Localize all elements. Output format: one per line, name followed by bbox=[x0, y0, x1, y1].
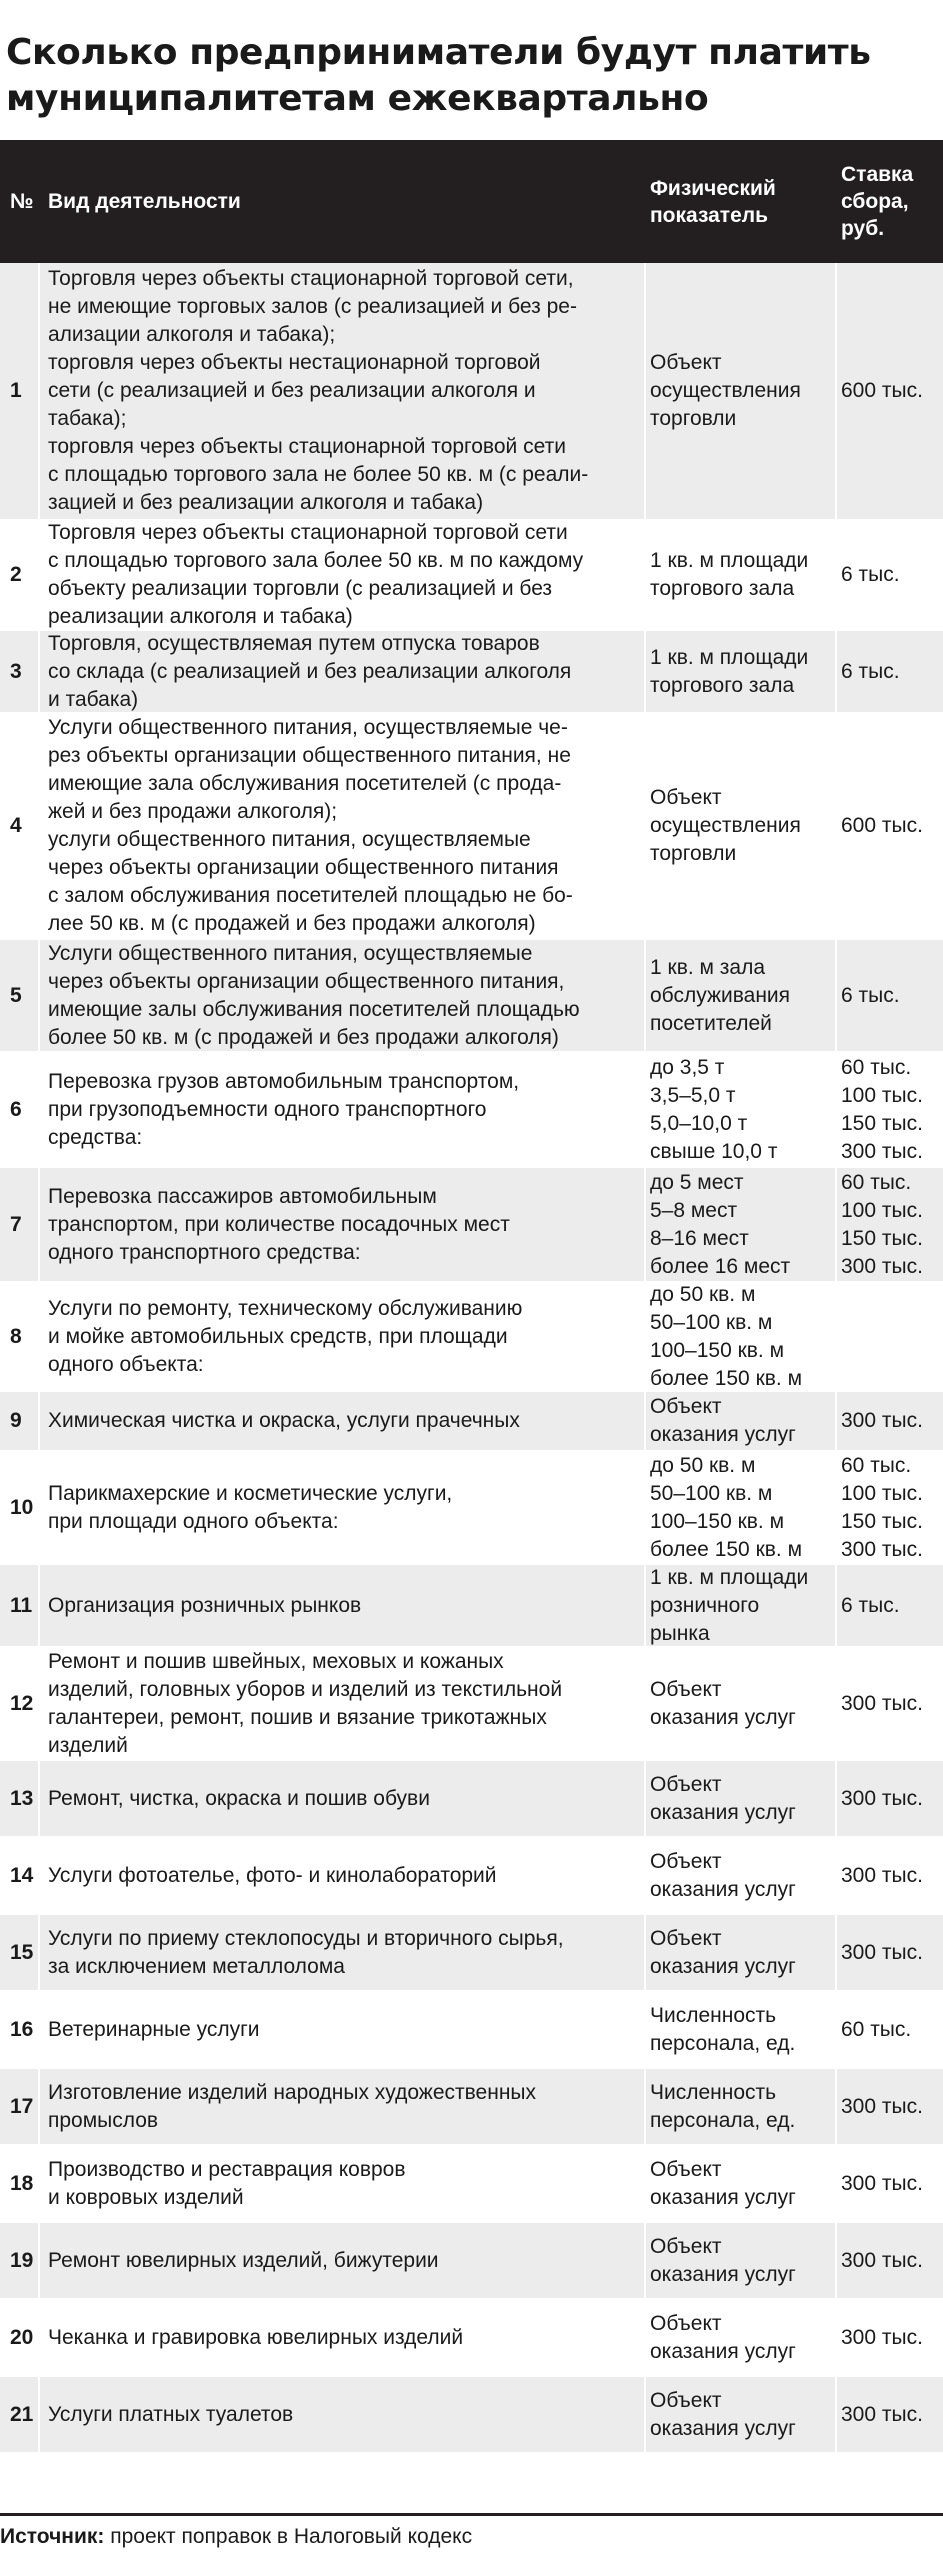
rate-cell-line: 100 тыс. bbox=[841, 1481, 923, 1505]
indicator-cell-line: оказания услуг bbox=[650, 1423, 796, 1446]
table-row bbox=[0, 1283, 943, 1392]
indicator-cell bbox=[646, 940, 837, 1051]
activity-cell bbox=[40, 263, 646, 519]
indicator-cell-line: 3,5–5,0 т bbox=[650, 1083, 736, 1107]
row-number: 7 bbox=[0, 1168, 40, 1281]
activity-cell-line: средства: bbox=[48, 1125, 143, 1149]
rate-cell-line: 60 тыс. bbox=[841, 2017, 912, 2041]
indicator-cell-line: 1 кв. м площади bbox=[650, 1565, 809, 1589]
activity-cell-line: при площади одного объекта: bbox=[48, 1509, 339, 1533]
activity-cell-line: Ремонт и пошив швейных, меховых и кожаных bbox=[48, 1649, 504, 1673]
header-num: № bbox=[10, 190, 34, 213]
activity-cell bbox=[40, 1168, 646, 1281]
rate-cell-line: 300 тыс. bbox=[841, 2171, 923, 2195]
activity-cell bbox=[40, 1392, 646, 1450]
indicator-cell-line: более 150 кв. м bbox=[650, 1366, 803, 1390]
indicator-cell bbox=[646, 1838, 837, 1913]
activity-cell bbox=[40, 1761, 646, 1836]
indicator-cell-line: 1 кв. м площади bbox=[650, 645, 809, 669]
indicator-cell-line: персонала, ед. bbox=[650, 2108, 796, 2132]
row-number: 4 bbox=[0, 714, 40, 938]
indicator-cell-line: до 50 кв. м bbox=[650, 1282, 756, 1306]
row-number: 11 bbox=[0, 1565, 40, 1646]
row-number: 18 bbox=[0, 2146, 40, 2221]
table-row bbox=[0, 2377, 943, 2454]
indicator-cell-line: 1 кв. м зала bbox=[650, 955, 766, 979]
indicator-cell-line: Объект bbox=[650, 786, 722, 809]
activity-cell-line: Услуги фотоателье, фото- и кинолабораторий bbox=[48, 1863, 497, 1887]
rate-cell-line: 300 тыс. bbox=[841, 2094, 923, 2118]
rate-cell-line: 6 тыс. bbox=[841, 1593, 900, 1617]
indicator-cell-line: оказания услуг bbox=[650, 1800, 796, 1824]
indicator-cell-line: Объект bbox=[650, 2157, 722, 2181]
activity-cell bbox=[40, 1648, 646, 1759]
indicator-cell-line: Объект bbox=[650, 2388, 722, 2412]
table-row bbox=[0, 1915, 943, 1992]
activity-cell-line: Торговля через объекты стационарной торговой сети bbox=[48, 521, 568, 544]
indicator-cell-line: осуществления bbox=[650, 814, 801, 837]
indicator-cell bbox=[646, 1283, 837, 1390]
indicator-cell-line: 5–8 мест bbox=[650, 1198, 738, 1222]
activity-cell-line: Производство и реставрация ковров bbox=[48, 2157, 406, 2181]
rate-cell bbox=[837, 1452, 943, 1563]
indicator-cell-line: рынка bbox=[650, 1621, 710, 1645]
table-row bbox=[0, 2146, 943, 2223]
activity-cell bbox=[40, 2377, 646, 2452]
rate-cell-line: 300 тыс. bbox=[841, 1691, 923, 1715]
header-indicator bbox=[650, 140, 776, 263]
rate-cell bbox=[837, 521, 943, 629]
source-label: Источник: bbox=[0, 2525, 105, 2548]
rate-cell-line: 300 тыс. bbox=[841, 2325, 923, 2349]
table-row bbox=[0, 1761, 943, 1838]
table-row bbox=[0, 1648, 943, 1761]
table-row bbox=[0, 1053, 943, 1168]
indicator-cell-line: оказания услуг bbox=[650, 1877, 796, 1901]
activity-cell-line: Торговля через объекты стационарной торговой сети, bbox=[48, 267, 574, 290]
indicator-cell bbox=[646, 1761, 837, 1836]
activity-cell-line: имеющие залы обслуживания посетителей площадью bbox=[48, 997, 580, 1021]
rate-cell bbox=[837, 1053, 943, 1166]
activity-cell-line: за исключением металлолома bbox=[48, 1954, 345, 1978]
source-note bbox=[0, 2513, 943, 2550]
row-number: 2 bbox=[0, 521, 40, 629]
indicator-cell bbox=[646, 1392, 837, 1450]
activity-cell-line: с площадью торгового зала не более 50 кв. м (с реали- bbox=[48, 463, 589, 486]
indicator-cell bbox=[646, 1915, 837, 1990]
activity-cell-line: через объекты организации общественного питания bbox=[48, 856, 559, 879]
indicator-cell-line: оказания услуг bbox=[650, 2339, 796, 2363]
indicator-cell-line: оказания услуг bbox=[650, 1954, 796, 1978]
activity-cell-line: Услуги по ремонту, техническому обслуживанию bbox=[48, 1296, 523, 1320]
rate-cell-line: 60 тыс. bbox=[841, 1055, 912, 1079]
activity-cell-line: имеющие зала обслуживания посетителей (с прода- bbox=[48, 772, 562, 795]
header-indicator-line: показатель bbox=[650, 203, 769, 227]
fees-table bbox=[0, 140, 943, 2454]
table-header bbox=[0, 140, 943, 263]
header-indicator-line: Физический bbox=[650, 176, 776, 200]
indicator-cell-line: до 3,5 т bbox=[650, 1055, 725, 1079]
indicator-cell bbox=[646, 2300, 837, 2375]
activity-cell-line: зацией и без реализации алкоголя и табака) bbox=[48, 491, 484, 514]
activity-cell bbox=[40, 2146, 646, 2221]
table-row bbox=[0, 521, 943, 631]
indicator-cell bbox=[646, 1992, 837, 2067]
rate-cell bbox=[837, 1392, 943, 1450]
row-number: 17 bbox=[0, 2069, 40, 2144]
indicator-cell-line: Объект bbox=[650, 1677, 722, 1701]
activity-cell-line: со склада (с реализацией и без реализации алкоголя bbox=[48, 659, 572, 683]
indicator-cell-line: Объект bbox=[650, 1772, 722, 1796]
activity-cell bbox=[40, 1838, 646, 1913]
activity-cell-line: ализации алкоголя и табака); bbox=[48, 323, 336, 346]
rate-cell bbox=[837, 1838, 943, 1913]
table-body bbox=[0, 263, 943, 2454]
rate-cell-line: 150 тыс. bbox=[841, 1509, 923, 1533]
indicator-cell bbox=[646, 631, 837, 712]
activity-cell-line: Организация розничных рынков bbox=[48, 1593, 362, 1617]
row-number: 10 bbox=[0, 1452, 40, 1563]
indicator-cell-line: до 50 кв. м bbox=[650, 1453, 756, 1477]
indicator-cell-line: обслуживания bbox=[650, 983, 791, 1007]
indicator-cell-line: 50–100 кв. м bbox=[650, 1481, 773, 1505]
activity-cell bbox=[40, 1053, 646, 1166]
header-rate-line: Ставка bbox=[841, 163, 914, 186]
activity-cell bbox=[40, 2069, 646, 2144]
activity-cell-line: промыслов bbox=[48, 2108, 159, 2132]
rate-cell bbox=[837, 1565, 943, 1646]
rate-cell-line: 300 тыс. bbox=[841, 1254, 923, 1278]
indicator-cell bbox=[646, 2069, 837, 2144]
rate-cell-line: 300 тыс. bbox=[841, 1537, 923, 1561]
activity-cell-line: и мойке автомобильных средств, при площади bbox=[48, 1324, 508, 1348]
rate-cell-line: 100 тыс. bbox=[841, 1083, 923, 1107]
page-title bbox=[0, 0, 943, 138]
activity-cell bbox=[40, 1283, 646, 1390]
activity-cell-line: торговля через объекты стационарной торговой сети bbox=[48, 435, 566, 458]
row-number: 13 bbox=[0, 1761, 40, 1836]
rate-cell-line: 600 тыс. bbox=[841, 814, 923, 837]
table-row bbox=[0, 1565, 943, 1648]
row-number: 9 bbox=[0, 1392, 40, 1450]
indicator-cell-line: торгового зала bbox=[650, 673, 795, 697]
indicator-cell-line: более 16 мест bbox=[650, 1254, 791, 1278]
row-number: 20 bbox=[0, 2300, 40, 2375]
indicator-cell bbox=[646, 2223, 837, 2298]
activity-cell-line: жей и без продажи алкоголя); bbox=[48, 800, 338, 823]
activity-cell-line: Перевозка грузов автомобильным транспортом, bbox=[48, 1069, 520, 1093]
activity-cell-line: транспортом, при количестве посадочных мест bbox=[48, 1212, 510, 1236]
rate-cell bbox=[837, 714, 943, 938]
table-row bbox=[0, 940, 943, 1053]
indicator-cell-line: торговли bbox=[650, 842, 737, 865]
activity-cell-line: объекту реализации торговли (с реализацией и без bbox=[48, 577, 553, 600]
row-number: 12 bbox=[0, 1648, 40, 1759]
indicator-cell-line: Численность bbox=[650, 2080, 777, 2104]
table-row bbox=[0, 714, 943, 940]
activity-cell-line: Ремонт ювелирных изделий, бижутерии bbox=[48, 2248, 439, 2272]
activity-cell bbox=[40, 2223, 646, 2298]
row-number: 21 bbox=[0, 2377, 40, 2452]
indicator-cell bbox=[646, 714, 837, 938]
row-number: 19 bbox=[0, 2223, 40, 2298]
rate-cell-line: 60 тыс. bbox=[841, 1453, 912, 1477]
indicator-cell-line: оказания услуг bbox=[650, 2185, 796, 2209]
activity-cell-line: с площадью торгового зала более 50 кв. м по каждому bbox=[48, 549, 584, 572]
indicator-cell-line: розничного bbox=[650, 1593, 760, 1617]
header-rate-line: сбора, bbox=[841, 190, 909, 213]
activity-cell bbox=[40, 1565, 646, 1646]
activity-cell-line: Химическая чистка и окраска, услуги прачечных bbox=[48, 1409, 520, 1432]
rate-cell bbox=[837, 1283, 943, 1390]
indicator-cell bbox=[646, 521, 837, 629]
activity-cell bbox=[40, 940, 646, 1051]
row-number: 14 bbox=[0, 1838, 40, 1913]
row-number: 16 bbox=[0, 1992, 40, 2067]
activity-cell-line: и ковровых изделий bbox=[48, 2185, 244, 2209]
indicator-cell bbox=[646, 2377, 837, 2452]
title-line-2: муниципалитетам ежеквартально bbox=[6, 78, 709, 119]
rate-cell bbox=[837, 1168, 943, 1281]
activity-cell-line: Ремонт, чистка, окраска и пошив обуви bbox=[48, 1786, 430, 1810]
indicator-cell-line: до 5 мест bbox=[650, 1170, 744, 1194]
row-number: 1 bbox=[0, 263, 40, 519]
table-row bbox=[0, 1992, 943, 2069]
rate-cell-line: 6 тыс. bbox=[841, 659, 900, 683]
indicator-cell bbox=[646, 1168, 837, 1281]
table-row bbox=[0, 1392, 943, 1452]
activity-cell-line: Услуги общественного питания, осуществляемые че- bbox=[48, 716, 568, 739]
table-row bbox=[0, 2069, 943, 2146]
indicator-cell bbox=[646, 1565, 837, 1646]
rate-cell bbox=[837, 2377, 943, 2452]
activity-cell-line: Ветеринарные услуги bbox=[48, 2017, 260, 2041]
indicator-cell-line: осуществления bbox=[650, 379, 801, 402]
rate-cell bbox=[837, 2300, 943, 2375]
indicator-cell-line: посетителей bbox=[650, 1011, 772, 1035]
activity-cell bbox=[40, 1915, 646, 1990]
table-row bbox=[0, 1838, 943, 1915]
rate-cell-line: 300 тыс. bbox=[841, 1940, 923, 1964]
indicator-cell-line: Объект bbox=[650, 1926, 722, 1950]
table-row bbox=[0, 263, 943, 521]
table-row bbox=[0, 2223, 943, 2300]
activity-cell-line: галантереи, ремонт, пошив и вязание трикотажных bbox=[48, 1705, 547, 1729]
rate-cell-line: 6 тыс. bbox=[841, 563, 900, 586]
rate-cell bbox=[837, 1761, 943, 1836]
rate-cell bbox=[837, 2146, 943, 2221]
source-text: проект поправок в Налоговый кодекс bbox=[104, 2525, 473, 2548]
row-number: 15 bbox=[0, 1915, 40, 1990]
activity-cell-line: Услуги по приему стеклопосуды и вторичного сырья, bbox=[48, 1926, 564, 1950]
indicator-cell-line: Объект bbox=[650, 1395, 722, 1418]
indicator-cell-line: 1 кв. м площади bbox=[650, 549, 809, 572]
table-row bbox=[0, 2300, 943, 2377]
indicator-cell-line: Объект bbox=[650, 351, 722, 374]
rate-cell bbox=[837, 1992, 943, 2067]
rate-cell-line: 150 тыс. bbox=[841, 1226, 923, 1250]
activity-cell-line: одного транспортного средства: bbox=[48, 1240, 361, 1264]
table-row bbox=[0, 1168, 943, 1283]
activity-cell-line: торговля через объекты нестационарной торговой bbox=[48, 351, 541, 374]
rate-cell bbox=[837, 2223, 943, 2298]
activity-cell bbox=[40, 714, 646, 938]
title-line-1: Сколько предприниматели будут платить bbox=[6, 32, 871, 73]
activity-cell bbox=[40, 521, 646, 629]
activity-cell-line: не имеющие торговых залов (с реализацией и без ре- bbox=[48, 295, 577, 318]
indicator-cell-line: оказания услуг bbox=[650, 2416, 796, 2440]
indicator-cell bbox=[646, 1452, 837, 1563]
rate-cell bbox=[837, 940, 943, 1051]
indicator-cell-line: Объект bbox=[650, 1849, 722, 1873]
activity-cell-line: одного объекта: bbox=[48, 1352, 204, 1376]
activity-cell-line: Изготовление изделий народных художественных bbox=[48, 2080, 537, 2104]
rate-cell-line: 300 тыс. bbox=[841, 2402, 923, 2426]
activity-cell-line: Перевозка пассажиров автомобильным bbox=[48, 1184, 437, 1208]
activity-cell-line: при грузоподъемности одного транспортного bbox=[48, 1097, 487, 1121]
activity-cell-line: Чеканка и гравировка ювелирных изделий bbox=[48, 2325, 464, 2349]
activity-cell-line: сети (с реализацией и без реализации алкоголя и bbox=[48, 379, 536, 402]
activity-cell-line: более 50 кв. м (с продажей и без продажи алкоголя) bbox=[48, 1025, 559, 1049]
activity-cell bbox=[40, 1992, 646, 2067]
indicator-cell-line: оказания услуг bbox=[650, 2262, 796, 2286]
indicator-cell bbox=[646, 1053, 837, 1166]
rate-cell-line: 60 тыс. bbox=[841, 1170, 912, 1194]
table-row bbox=[0, 1452, 943, 1565]
indicator-cell-line: Численность bbox=[650, 2003, 777, 2027]
rate-cell-line: 300 тыс. bbox=[841, 1409, 923, 1432]
rate-cell-line: 300 тыс. bbox=[841, 1139, 923, 1163]
indicator-cell-line: 100–150 кв. м bbox=[650, 1338, 785, 1362]
activity-cell bbox=[40, 631, 646, 712]
rate-cell bbox=[837, 631, 943, 712]
indicator-cell-line: оказания услуг bbox=[650, 1705, 796, 1729]
activity-cell-line: рез объекты организации общественного питания, не bbox=[48, 744, 571, 767]
rate-cell-line: 100 тыс. bbox=[841, 1198, 923, 1222]
indicator-cell bbox=[646, 2146, 837, 2221]
activity-cell-line: изделий, головных уборов и изделий из текстильной bbox=[48, 1677, 563, 1701]
rate-cell bbox=[837, 2069, 943, 2144]
activity-cell bbox=[40, 1452, 646, 1563]
indicator-cell-line: более 150 кв. м bbox=[650, 1537, 803, 1561]
activity-cell-line: услуги общественного питания, осуществляемые bbox=[48, 828, 531, 851]
indicator-cell-line: Объект bbox=[650, 2311, 722, 2335]
activity-cell-line: изделий bbox=[48, 1733, 128, 1757]
activity-cell-line: лее 50 кв. м (с продажей и без продажи алкоголя) bbox=[48, 912, 536, 935]
activity-cell-line: Услуги общественного питания, осуществляемые bbox=[48, 941, 533, 965]
activity-cell-line: табака); bbox=[48, 407, 127, 430]
header-rate-line: руб. bbox=[841, 217, 885, 240]
rate-cell-line: 600 тыс. bbox=[841, 379, 923, 402]
activity-cell-line: через объекты организации общественного питания, bbox=[48, 969, 565, 993]
activity-cell-line: с залом обслуживания посетителей площадью не бо- bbox=[48, 884, 573, 907]
indicator-cell-line: 5,0–10,0 т bbox=[650, 1111, 748, 1135]
indicator-cell bbox=[646, 263, 837, 519]
header-activity: Вид деятельности bbox=[48, 190, 241, 213]
indicator-cell-line: 100–150 кв. м bbox=[650, 1509, 785, 1533]
indicator-cell bbox=[646, 1648, 837, 1759]
rate-cell-line: 6 тыс. bbox=[841, 983, 900, 1007]
row-number: 3 bbox=[0, 631, 40, 712]
rate-cell-line: 300 тыс. bbox=[841, 1863, 923, 1887]
activity-cell-line: и табака) bbox=[48, 687, 139, 711]
activity-cell-line: Торговля, осуществляемая путем отпуска товаров bbox=[48, 631, 540, 655]
row-number: 5 bbox=[0, 940, 40, 1051]
header-rate bbox=[841, 140, 913, 263]
rate-cell-line: 150 тыс. bbox=[841, 1111, 923, 1135]
table-row bbox=[0, 631, 943, 714]
indicator-cell-line: Объект bbox=[650, 2234, 722, 2258]
indicator-cell-line: персонала, ед. bbox=[650, 2031, 796, 2055]
rate-cell bbox=[837, 263, 943, 519]
activity-cell bbox=[40, 2300, 646, 2375]
activity-cell-line: Услуги платных туалетов bbox=[48, 2402, 294, 2426]
indicator-cell-line: торгового зала bbox=[650, 577, 795, 600]
rate-cell bbox=[837, 1648, 943, 1759]
indicator-cell-line: 50–100 кв. м bbox=[650, 1310, 773, 1334]
indicator-cell-line: торговли bbox=[650, 407, 737, 430]
activity-cell-line: реализации алкоголя и табака) bbox=[48, 605, 353, 628]
activity-cell-line: Парикмахерские и косметические услуги, bbox=[48, 1481, 453, 1505]
rate-cell-line: 300 тыс. bbox=[841, 2248, 923, 2272]
rate-cell-line: 300 тыс. bbox=[841, 1786, 923, 1810]
indicator-cell-line: свыше 10,0 т bbox=[650, 1139, 778, 1163]
row-number: 6 bbox=[0, 1053, 40, 1166]
rate-cell bbox=[837, 1915, 943, 1990]
indicator-cell-line: 8–16 мест bbox=[650, 1226, 749, 1250]
row-number: 8 bbox=[0, 1283, 40, 1390]
